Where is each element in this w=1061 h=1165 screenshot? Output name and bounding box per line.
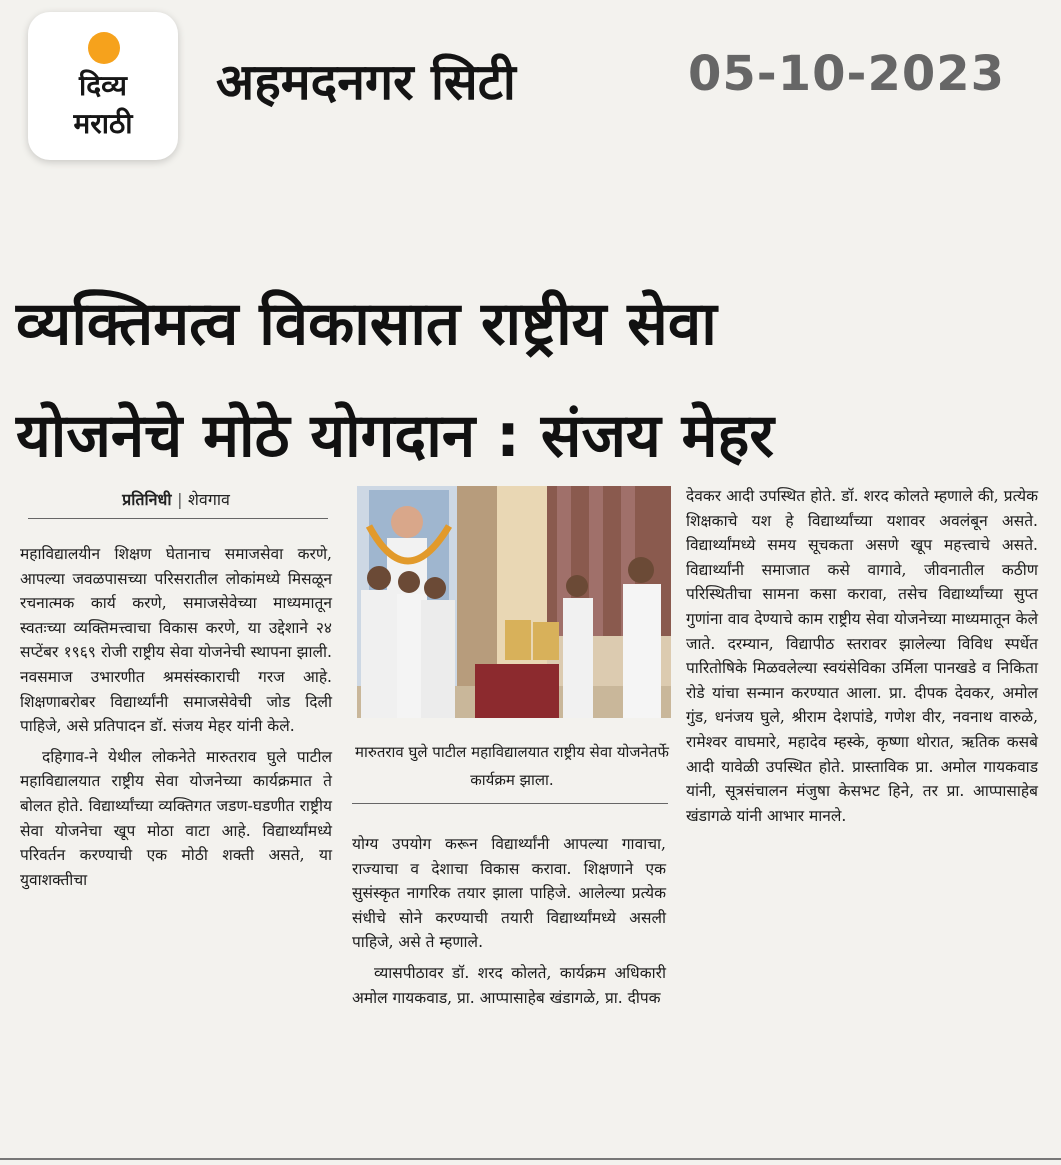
- byline-divider: [28, 518, 328, 519]
- paragraph: योग्य उपयोग करून विद्यार्थ्यांनी आपल्या गावाचा, राज्याचा व देशाचा विकास करावा. शिक्षणाने एक सुसंस्कृत नागरिक तयार झाला पाहिजे. आलेल्या प्रत्येक संधीचे सोने करण्याची तयारी विद्यार्थ्यांमध्ये असली पाहिजे, असे ते म्हणाले.: [352, 835, 666, 952]
- edition-name: अहमदनगर सिटी: [216, 53, 516, 111]
- page-bottom-rule: [0, 1158, 1061, 1160]
- byline-place: शेवगाव: [188, 490, 230, 509]
- headline-line1: व्यक्तिमत्व विकासात राष्ट्रीय सेवा: [16, 289, 717, 359]
- paragraph: दहिगाव-ने येथील लोकनेते मारुतराव घुले पाटील महाविद्यालयात राष्ट्रीय सेवा योजनेच्या कार्यक्रमात ते बोलत होते. विद्यार्थ्यांच्या व्यक्तिगत जडण-घडणीत राष्ट्रीय सेवा योजनेचा खूप मोठा वाटा आहे. विद्यार्थ्यांमध्ये परिवर्तन करण्याची एक मोठी शक्ती असते, या युवाशक्तीचा: [20, 747, 332, 889]
- masthead: [0, 0, 1061, 200]
- sun-dot-icon: [88, 32, 120, 64]
- divya-marathi-logo: [28, 12, 178, 160]
- article-column-2: [352, 832, 666, 1010]
- headline-line2: योजनेचे मोठे योगदान : संजय मेहर: [16, 401, 774, 471]
- byline-separator: |: [177, 490, 183, 509]
- event-photo: [357, 486, 671, 718]
- logo-text-line1: दिव्य: [79, 69, 127, 102]
- paragraph: व्यासपीठावर डॉ. शरद कोलते, कार्यक्रम अधिकारी अमोल गायकवाड, प्रा. आप्पासाहेब खंडागळे, प्रा. दीपक: [352, 963, 666, 1007]
- event-photo-graphic: [357, 486, 671, 718]
- byline-reporter: प्रतिनिधी: [122, 490, 172, 509]
- article-column-3: [686, 484, 1038, 828]
- paragraph: महाविद्यालयीन शिक्षण घेतानाच समाजसेवा करणे, आपल्या जवळपासच्या परिसरातील लोकांमध्ये मिसळून रचनात्मक कार्य करणे, समाजसेवेच्या माध्यमातून स्वतःच्या व्यक्तिमत्त्वाचा विकास करणे, या उद्देशाने २४ सप्टेंबर १९६९ रोजी राष्ट्रीय सेवा योजनेची स्थापना झाली. नवसमाज उभारणीत श्रमसंस्काराची गरज आहे. शिक्षणाबरोबर विद्यार्थ्यांनी समाजसेवेची जोड दिली पाहिजे, असे प्रतिपादन डॉ. संजय मेहर यांनी केले.: [20, 545, 332, 736]
- article-column-1: [20, 542, 332, 892]
- logo-text-line2: मराठी: [73, 107, 133, 140]
- caption-divider: [352, 803, 668, 804]
- paragraph: देवकर आदी उपस्थित होते. डॉ. शरद कोलते म्हणाले की, प्रत्येक शिक्षकाचे यश हे विद्यार्थ्यांच्या यशावर अवलंबून असते. विद्यार्थ्यांमध्ये समय सूचकता असणे खूप महत्त्वाचे असते. विद्यार्थ्यांनी समाजात कसे वागावे, जीवनातील कठीण परिस्थितीचा सामना कसा करावा, तसेच विद्यार्थ्यांच्या सुप्त गुणांना वाव देण्याचे काम राष्ट्रीय सेवा योजनेच्या माध्यमातून केले जाते. दरम्यान, विद्यापीठ स्तरावर झालेल्या विविध स्पर्धेत पारितोषिके मिळवलेल्या स्वयंसेविका उर्मिला पानखडे व निकिता रोडे यांचा सन्मान करण्यात आला. प्रा. दीपक देवकर, अमोल गुंड, धनंजय घुले, श्रीराम देशपांडे, गणेश वीर, नवनाथ वारुळे, रामेश्वर वाघमारे, महादेव म्हस्के, कृष्णा थोरात, ऋतिक कसबे आदी यावेळी उपस्थित होते. प्रास्ताविक प्रा. अमोल गायकवाड यांनी, सूत्रसंचालन मंजुषा केसभट हिने, तर प्रा. आप्पासाहेब खंडागळे यांनी आभार मानले.: [686, 487, 1038, 825]
- headline: [16, 268, 1046, 492]
- byline: [20, 488, 332, 510]
- publication-date: 05-10-2023: [688, 46, 1006, 102]
- photo-caption: मारुतराव घुले पाटील महाविद्यालयात राष्ट्रीय सेवा योजनेतर्फे कार्यक्रम झाला.: [355, 743, 669, 789]
